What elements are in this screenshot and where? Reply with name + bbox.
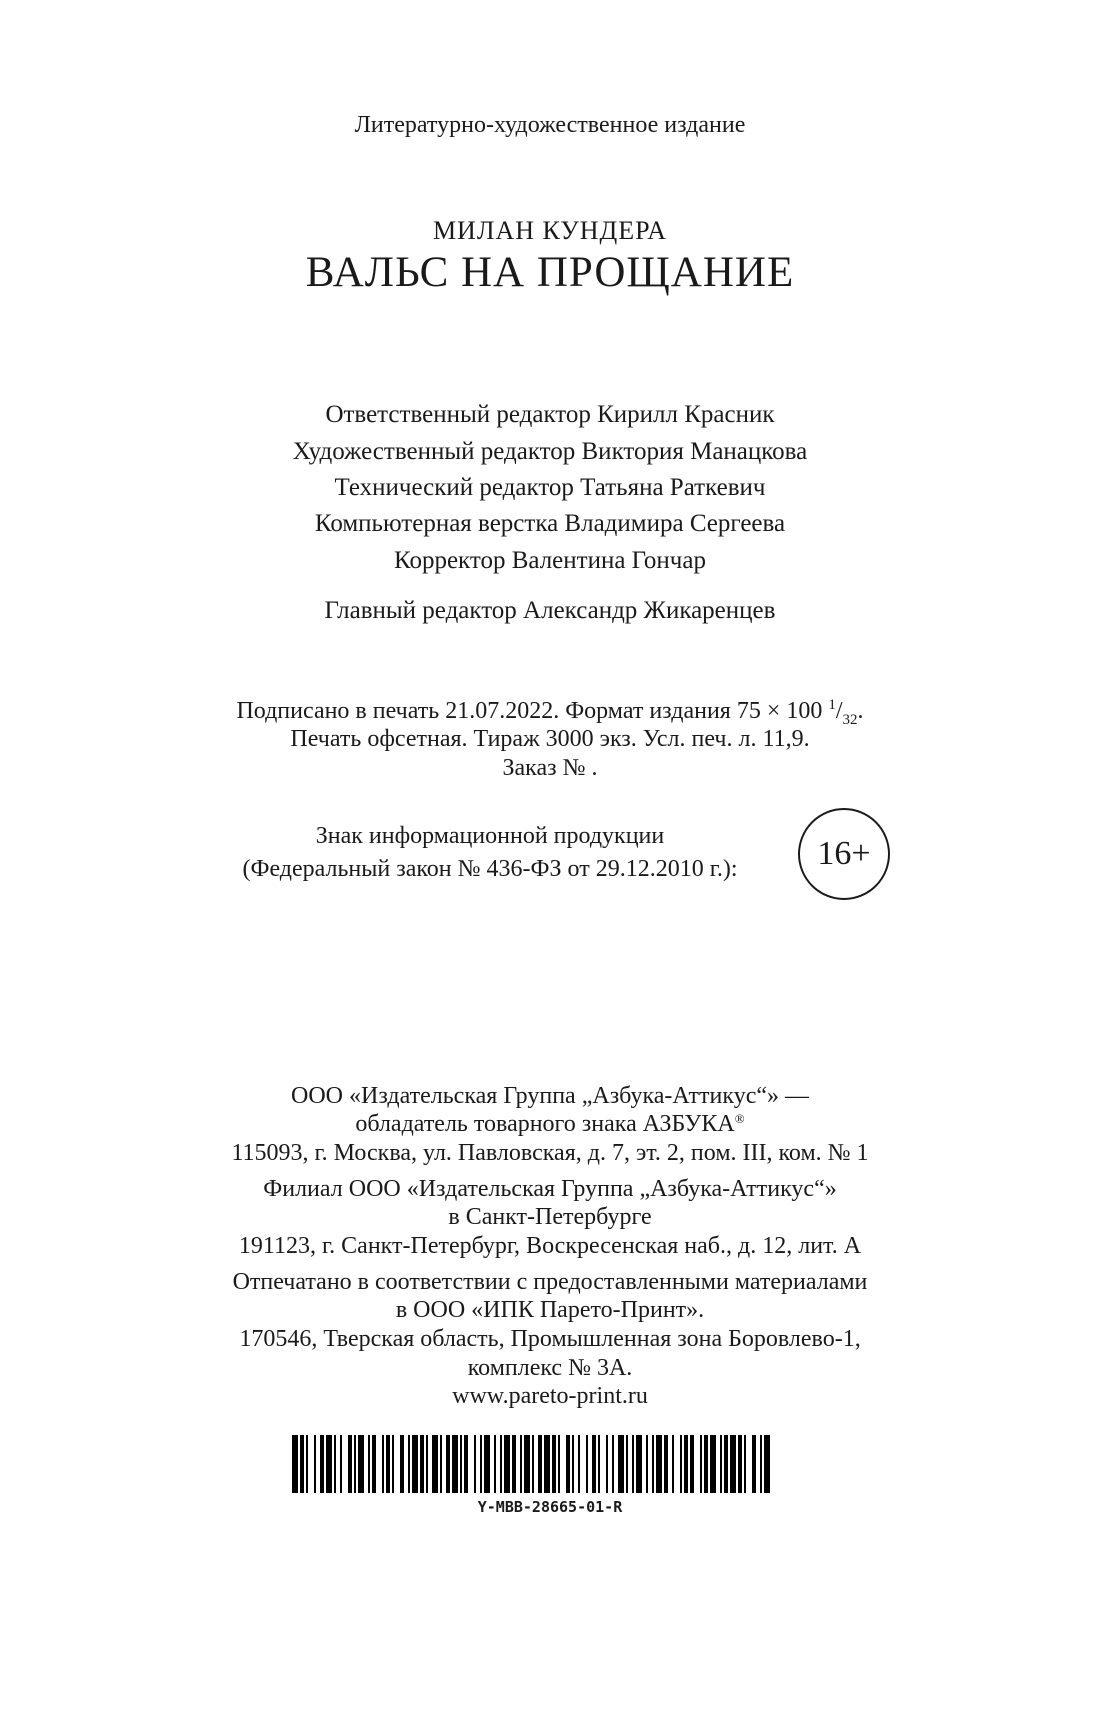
- barcode-bar: [606, 1435, 608, 1493]
- barcode-bar: [446, 1435, 450, 1493]
- barcode-bar: [544, 1435, 550, 1493]
- barcode-bar: [368, 1435, 370, 1493]
- barcode-bar: [432, 1435, 438, 1493]
- barcode-bar: [320, 1435, 324, 1493]
- barcode-bar: [420, 1435, 424, 1493]
- credit-line: Корректор Валентина Гончар: [394, 547, 706, 574]
- barcode-bar: [354, 1435, 356, 1493]
- barcode-bar: [690, 1435, 694, 1493]
- print-info-line-3: Заказ № .: [502, 755, 598, 781]
- barcode-bar: [572, 1435, 574, 1493]
- barcode-bar: [480, 1435, 482, 1493]
- barcode-bar: [552, 1435, 556, 1493]
- age-sign-text-1: Знак информационной продукции: [315, 823, 665, 849]
- barcode-bar: [408, 1435, 410, 1493]
- age-rating-badge: 16+: [798, 808, 890, 900]
- barcode-bar: [392, 1435, 394, 1493]
- barcode-bar: [464, 1435, 468, 1493]
- barcode-bar: [474, 1435, 476, 1493]
- publisher-line: ООО «Издательская Группа „Азбука-Аттикус“» —: [291, 1083, 809, 1109]
- chief-editor: Главный редактор Александр Жикаренцев: [324, 597, 776, 624]
- barcode-bar: [684, 1435, 688, 1493]
- book-title: ВАЛЬС НА ПРОЩАНИЕ: [305, 249, 795, 296]
- barcode-bar: [520, 1435, 522, 1493]
- publisher-line: Филиал ООО «Издательская Группа „Азбука-Аттикус“»: [263, 1176, 837, 1202]
- barcode-bar: [358, 1435, 364, 1493]
- barcode-bar: [532, 1435, 534, 1493]
- barcode-bar: [632, 1435, 634, 1493]
- age-sign-text-2: (Федеральный закон № 436-ФЗ от 29.12.2010 г.):: [242, 856, 738, 882]
- barcode-bar: [646, 1435, 648, 1493]
- barcode-bar: [500, 1435, 502, 1493]
- barcode-bar: [618, 1435, 624, 1493]
- barcode-bar: [512, 1435, 516, 1493]
- publisher-trademark-line: обладатель товарного знака АЗБУКА®: [355, 1111, 745, 1137]
- barcode-bar: [612, 1435, 614, 1493]
- barcode-bar: [586, 1435, 588, 1493]
- publisher-line: в Санкт-Петербурге: [448, 1204, 652, 1230]
- barcode-bar: [578, 1435, 580, 1493]
- print-info-line-1: Подписано в печать 21.07.2022. Формат издания 75 × 100 $^1/_{32}$.: [236, 697, 864, 728]
- barcode-bar: [460, 1435, 462, 1493]
- printer-line: в ООО «ИПК Парето-Принт».: [395, 1297, 705, 1323]
- barcode-bar: [494, 1435, 496, 1493]
- barcode-bar: [730, 1435, 736, 1493]
- barcode-bar: [710, 1435, 716, 1493]
- barcode-bar: [292, 1435, 298, 1493]
- barcode-bar: [440, 1435, 442, 1493]
- barcode-bar: [386, 1435, 390, 1493]
- printer-website: www.pareto-print.ru: [452, 1383, 648, 1409]
- printer-line: Отпечатано в соответствии с предоставленными материалами: [232, 1269, 868, 1295]
- barcode-bar: [524, 1435, 530, 1493]
- barcode-bar: [306, 1435, 308, 1493]
- credit-line: Компьютерная верстка Владимира Сергеева: [314, 510, 786, 537]
- barcode-bar: [400, 1435, 404, 1493]
- barcode-bar: [720, 1435, 722, 1493]
- barcode-bar: [382, 1435, 384, 1493]
- barcode-bar: [672, 1435, 674, 1493]
- publisher-line: 115093, г. Москва, ул. Павловская, д. 7, эт. 2, пом. III, ком. № 1: [231, 1140, 869, 1166]
- barcode-bar: [592, 1435, 596, 1493]
- barcode-image: [292, 1435, 834, 1493]
- barcode-bar: [452, 1435, 458, 1493]
- barcode-bar: [652, 1435, 654, 1493]
- barcode-bar: [664, 1435, 668, 1493]
- barcode-bar: [340, 1435, 342, 1493]
- barcode-bar: [704, 1435, 708, 1493]
- barcode-bar: [752, 1435, 756, 1493]
- credit-line: Технический редактор Татьяна Раткевич: [334, 474, 766, 501]
- barcode-bar: [412, 1435, 418, 1493]
- barcode-bar: [326, 1435, 332, 1493]
- barcode-bar: [504, 1435, 510, 1493]
- barcode-bar: [764, 1435, 770, 1493]
- edition-type: Литературно-художественное издание: [354, 112, 746, 138]
- barcode-bar: [626, 1435, 628, 1493]
- barcode-bar: [700, 1435, 702, 1493]
- publisher-line: 191123, г. Санкт-Петербург, Воскресенская наб., д. 12, лит. А: [238, 1233, 862, 1259]
- barcode-bar: [558, 1435, 560, 1493]
- barcode-bar: [484, 1435, 490, 1493]
- author-name: МИЛАН КУНДЕРА: [432, 216, 668, 245]
- printer-line: комплекс № 3А.: [467, 1355, 633, 1381]
- barcode-bar: [656, 1435, 662, 1493]
- print-info-line-2: Печать офсетная. Тираж 3000 экз. Усл. печ. л. 11,9.: [290, 726, 810, 752]
- barcode-bar: [738, 1435, 742, 1493]
- credit-line: Художественный редактор Виктория Манацкова: [292, 438, 808, 465]
- barcode-bar: [598, 1435, 600, 1493]
- barcode-bar: [314, 1435, 316, 1493]
- barcode-bar: [636, 1435, 642, 1493]
- barcode-bar: [724, 1435, 728, 1493]
- barcode-bar: [538, 1435, 542, 1493]
- barcode-bar: [300, 1435, 304, 1493]
- barcode-bar: [348, 1435, 352, 1493]
- barcode-bar: [372, 1435, 376, 1493]
- barcode-bar: [334, 1435, 336, 1493]
- credit-line: Ответственный редактор Кирилл Красник: [325, 401, 775, 428]
- barcode-bar: [760, 1435, 762, 1493]
- barcode-bar: [680, 1435, 682, 1493]
- barcode-bar: [426, 1435, 428, 1493]
- barcode-caption: Y-MBB-28665-01-R: [477, 1498, 623, 1516]
- registered-trademark-icon: ®: [734, 1111, 745, 1126]
- printer-line: 170546, Тверская область, Промышленная зона Боровлево-1,: [239, 1326, 861, 1352]
- barcode-bar: [566, 1435, 570, 1493]
- barcode-bar: [744, 1435, 746, 1493]
